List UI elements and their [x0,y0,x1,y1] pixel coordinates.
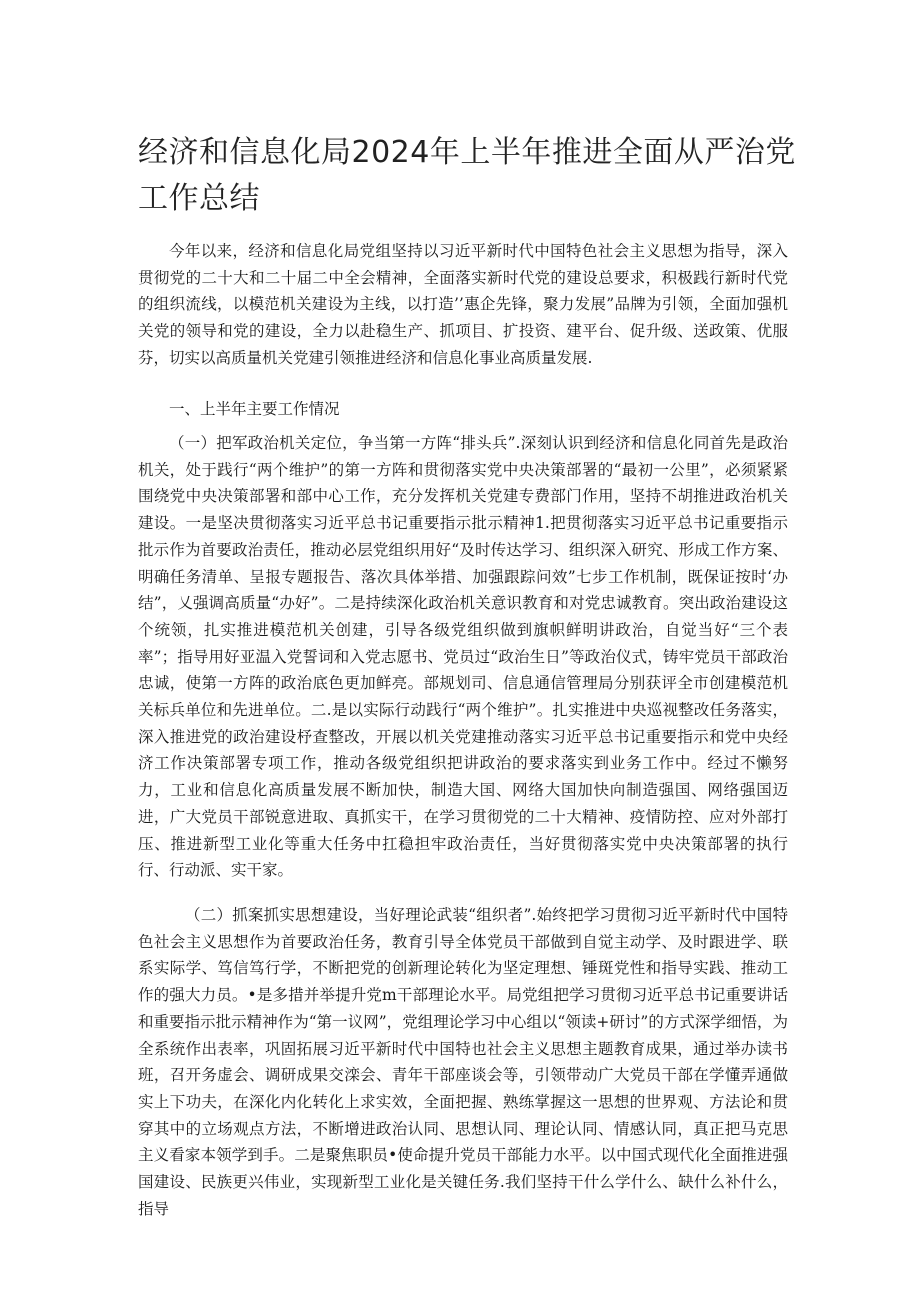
document-title: 经济和信息化局2024年上半年推进全面从严治党工作总结 [138,135,796,216]
paragraph-ideological-building: （二）抓案抓实思想建设，当好理论武装“组织者”.始终把学习贯彻习近平新时代中国特色社会主义思想作为首要政治任务，教育引导全体党员干部做到自觉主动学、及时跟进学、联系实际学、笃信笃行学，不断把党的创新理论转化为坚定理想、锤斑党性和指导实践、推动工作的强大力员。•是多措并举提升党m干部理论水平。局党组把学习贯彻习近平总书记重要讲话和重要指示批示精神作为“第一议网”，党组理论学习中心组以“领读+研讨”的方式深学细悟，为全系统作出表率，巩固拓展习近平新时代中国特也社会主义思想主题教育成果，通过举办读书班，召开务虚会、调研成果交滦会、青年干部座谈会等，引领带动广大党员干部在学懂弄通做实上下功夫，在深化内化转化上求实效，全面把握、熟练掌握这一思想的世界观、方法论和贯穿其中的立场观点方法，不断增进政治认同、思想认同、理论认同、情感认同，真正把马克思主义看家本领学到手。二是聚焦职员•使命提升党员干部能力水平。以中国式现代化全面推进强国建设、民族更兴伟业，实现新型工业化是关键任务.我们坚持干什么学什么、缺什么补什么，指导 [138,906,788,1218]
paragraph-political-organ: （一）把军政治机关定位，争当第一方阵“排头兵”.深刻认识到经济和信息化同首先是政治机关，处于践行“两个维护”的第一方阵和贯彻落实党中央决策部署的“最初一公里”，必须紧紧围绕党中央决策部署和部中心工作，充分发挥机关党建专费部门作用，坚持不胡推进政治机关建设。一是坚决贯彻落实习近平总书记重要指示批示精神1.把贯彻落实习近平总书记重要指示批示作为首要政治责任，推动必层党组织用好“及时传达学习、组织深入研究、形成工作方案、明确任务清单、呈报专题报告、落次具体举措、加强跟踪问效”七步工作机制，既保证按时‘办结”，乂强调高质量“办好”。二是持续深化政治机关意识教育和对党忠诚教育。突出政治建设这个统领，扎实推进模范机关创建，引导各级党组织做到旗帜鲜明讲政治，自觉当好“三个表率”；指导用好亚温入党誓词和入党志愿书、党员过“政治生日”等政治仪式，铸牢党员干部政治忠诚，使第一方阵的政治底色更加鲜亮。部规划司、信息通信管理局分别获评全市创建模范机关标兵单位和先进单位。二.是以实际行动践行“两个维护”。扎实推进中央巡视整改任务落实，深入推进党的政治建设杼查整改，开展以机关党建推动落实习近平总书记重要指示和党中央经济工作决策部署专项工作，推动各级党组织把讲政治的要求落实到业务工作中。经过不懒努力，工业和信息化高质量发展不断加快，制造大国、网络大国加快向制造强国、网络强国迈进，广大党员干部锐意进取、真抓实干，在学习贯彻党的二十大精神、疫情防控、应对外部打压、推进新型工业化等重大任务中扛稳担牢政治责任，当好贯彻落实党中央决策部署的执行行、行动派、实干家。 [138,434,788,880]
intro-paragraph: 今年以来，经济和信息化局党组坚持以习近平新时代中国特色社会主义思想为指导，深入贯彻党的二十大和二十届二中全会精神，全面落实新时代党的建设总要求，积极践行新时代党的组织流线，以模范机关建设为主线，以打造’’惠企先锋，聚力发展”品牌为引领，全面加强机关党的领导和党的建设，全力以赴稳生产、抓项目、扩投资、建平台、促升级、送政策、优服芬，切实以高质量机关党建引领推进经济和信息化事业高质量发展. [138,242,788,367]
section-heading: 一、上半年主要工作情况 [169,400,340,418]
